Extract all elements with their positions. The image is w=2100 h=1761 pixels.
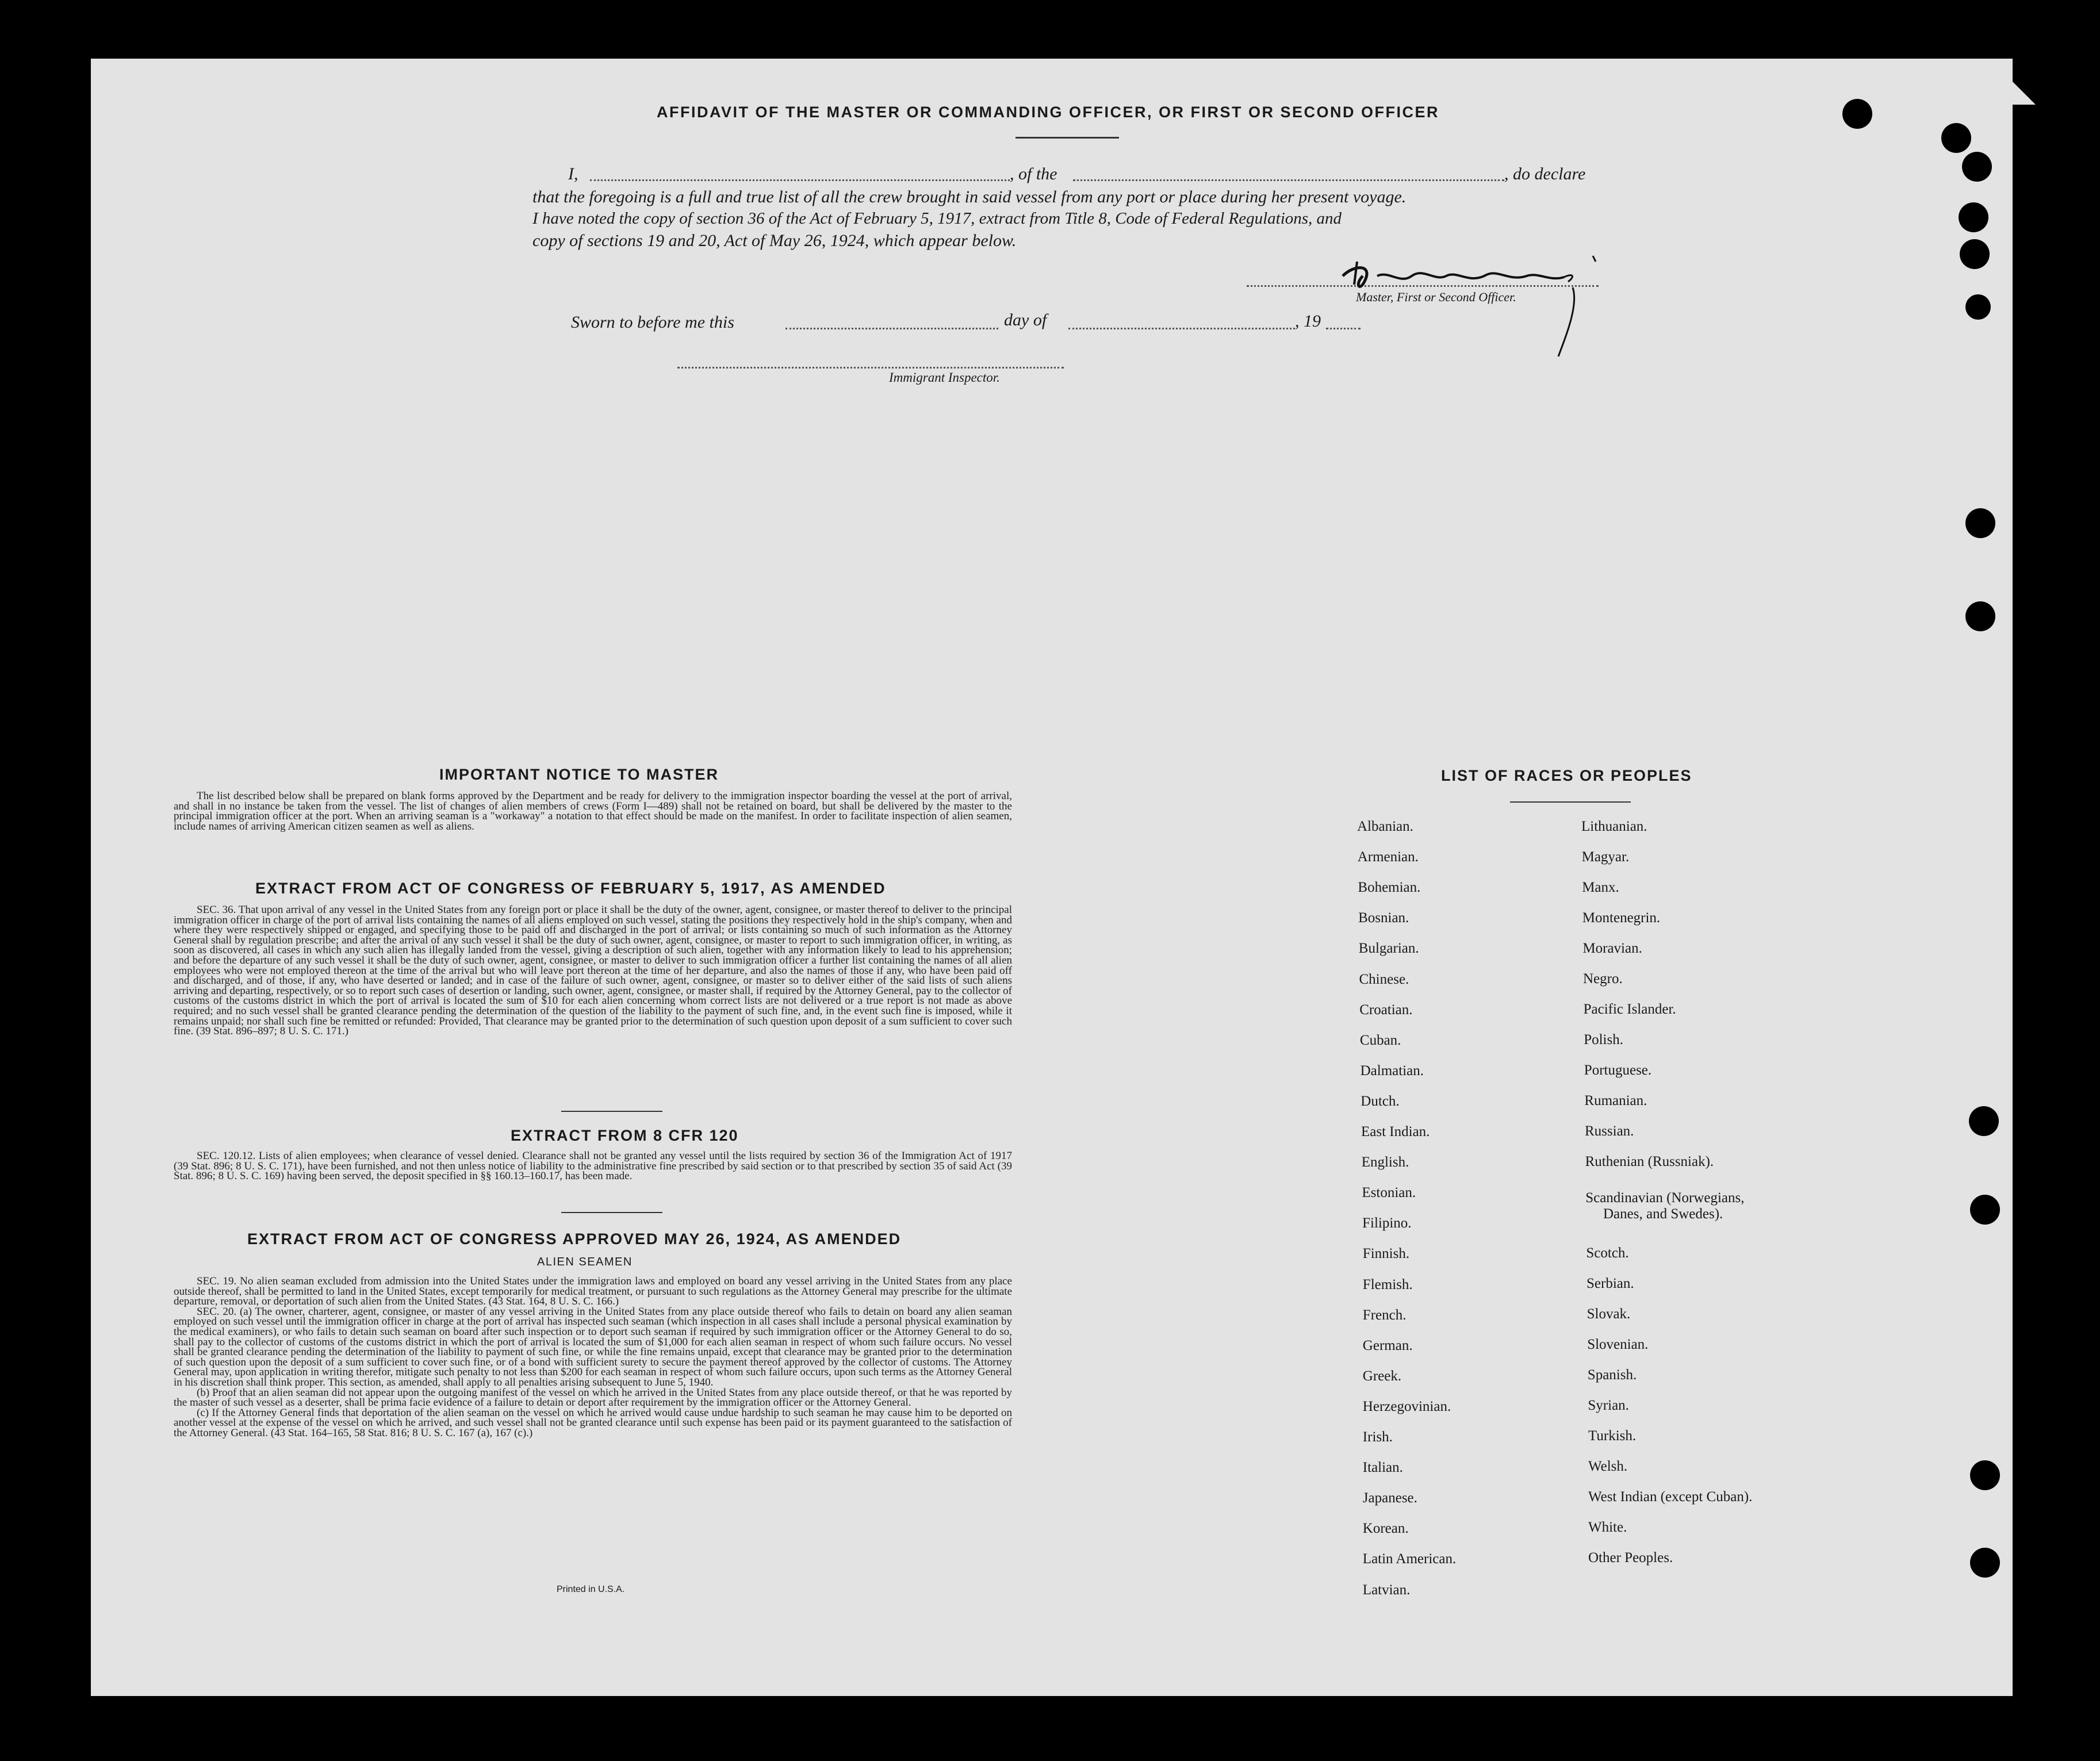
race-item: Negro.: [1583, 971, 1623, 987]
extract-cfr-title: EXTRACT FROM 8 CFR 120: [511, 1127, 739, 1144]
extract-1924-text: [174, 1276, 1012, 1438]
race-item: Irish.: [1362, 1429, 1393, 1445]
race-item: Herzegovinian.: [1362, 1398, 1451, 1414]
race-item: Russian.: [1585, 1123, 1634, 1139]
race-item: Welsh.: [1588, 1459, 1628, 1474]
notice-text: [174, 791, 1012, 831]
punch-hole: [1965, 508, 1995, 538]
master-name-field[interactable]: [590, 179, 1010, 181]
punch-hole: [1970, 1195, 2000, 1225]
punch-hole: [1965, 601, 1995, 631]
race-item: East Indian.: [1361, 1124, 1430, 1140]
race-item: Finnish.: [1362, 1246, 1410, 1262]
page-corner: [1990, 59, 2036, 105]
race-item: Korean.: [1362, 1521, 1409, 1537]
race-item: Chinese.: [1359, 971, 1409, 987]
race-item: Polish.: [1584, 1032, 1623, 1048]
extract-1924-title: EXTRACT FROM ACT OF CONGRESS APPROVED MAY 26, 1924, AS AMENDED: [247, 1230, 902, 1248]
race-item: Serbian.: [1587, 1276, 1634, 1291]
race-item: Estonian.: [1362, 1185, 1416, 1201]
race-item: Bohemian.: [1358, 880, 1421, 896]
affidavit-line4: copy of sections 19 and 20, Act of May 26, 1924, which appear below.: [532, 231, 1017, 250]
punch-hole: [1969, 1106, 1999, 1136]
race-item: Dutch.: [1361, 1093, 1400, 1109]
affidavit-title: AFFIDAVIT OF THE MASTER OR COMMANDING OFFICER, OR FIRST OR SECOND OFFICER: [657, 103, 1439, 121]
race-item: Syrian.: [1588, 1398, 1629, 1413]
sworn-month-field[interactable]: [1068, 328, 1295, 329]
race-item: Magyar.: [1581, 849, 1630, 865]
punch-hole: [1962, 152, 1992, 182]
race-item: Greek.: [1362, 1368, 1402, 1384]
divider: [561, 1111, 662, 1112]
race-item: Pacific Islander.: [1583, 1002, 1676, 1017]
sworn-text: Sworn to before me this: [571, 313, 734, 332]
race-item: Armenian.: [1357, 849, 1419, 865]
race-item: Rumanian.: [1584, 1093, 1647, 1108]
race-item: Spanish.: [1587, 1367, 1637, 1383]
race-item: Japanese.: [1362, 1490, 1417, 1506]
race-item: Scotch.: [1586, 1245, 1629, 1261]
race-item: Latvian.: [1362, 1582, 1411, 1598]
signature-caption: Master, First or Second Officer.: [1356, 290, 1516, 304]
race-item: Dalmatian.: [1360, 1062, 1424, 1079]
punch-hole: [1960, 239, 1990, 269]
section-20a-paragraph: SEC. 20. (a) The owner, charterer, agent, consignee, or master of any vessel arriving in the United States from any place outside thereof who fails to detain on board any alien seaman employed on such vessel until the immigration officer in charge at the port of arrival has inspected such seaman (which inspection in all cases shall include a personal physical examination by the medical examiners), or who fails to detain such seaman on board after such inspection or to deport such seaman if required by such immigration officer or the Attorney General to do so, shall pay to the collector of customs of the customs district in which the port of arrival is located the sum of $1,000 for each alien seaman in respect of whom such failure occurs. No vessel shall be granted clearance pending the determination of the liability to payment of such fine, or while the fine remains unpaid, except that clearance may be granted prior to the determination of such question upon the deposit of a sum sufficient to cover such fine, or of a bond with sufficient surety to secure the payment thereof approved by the collector of customs. The Attorney General may, upon application in writing therefor, mitigate such penalty to not less than $200 for each seaman in respect of whom such failure occurs, upon such terms as the Attorney General in his discretion shall think proper. This section, as amended, shall apply to all penalties arising subsequent to June 5, 1940.: [174, 1305, 1012, 1388]
inspector-signature-field[interactable]: [677, 367, 1064, 369]
document-page: [91, 59, 2013, 1696]
notice-title: IMPORTANT NOTICE TO MASTER: [439, 766, 719, 783]
race-item: French.: [1362, 1307, 1407, 1323]
affidavit-line1-of: , of the: [1010, 164, 1057, 183]
punch-hole: [1970, 1460, 2000, 1490]
race-item: Moravian.: [1582, 941, 1642, 956]
affidavit-line3: I have noted the copy of section 36 of the Act of February 5, 1917, extract from Title 8, Code of Federal Regulations, and: [532, 209, 1342, 228]
punch-hole: [1965, 294, 1991, 320]
race-item: Lithuanian.: [1581, 819, 1647, 834]
divider: [561, 1212, 662, 1213]
section-36-paragraph: SEC. 36. That upon arrival of any vessel in the United States from any foreign port or place it shall be the duty of the owner, agent, consignee, or master thereof to deliver to the principal immigration officer in charge of the port of arrival lists containing the names of all aliens employed on such vessel, stating the positions they respectively hold in the ship's company, when and where they were respectively shipped or engaged, and specifying those to be paid off and discharged in the port of arrival; or lists containing so much of such information as the Attorney General shall by regulation prescribe; and after the arrival of any such vessel it shall be the duty of such owner, agent, consignee, or master to report to such immigration officer, in writing, as soon as discovered, all cases in which any such alien has illegally landed from the vessel, giving a description of such alien, together with any information likely to lead to his apprehension; and before the departure of any such vessel it shall be the duty of such owner, agent, consignee, or master to deliver to such immigration officer a further list containing the names of all alien employees who were not employed thereon at the time of the arrival but who will leave port thereon at the time of her departure, and also the names of those if any, who have been paid off and discharged, and of those, if any, who have deserted or landed; and in case of the failure of such owner, agent, consignee, or master so to deliver either of the said lists of such aliens arriving and departing, respectively, or so to report such cases of desertion or landing, such owner, agent, consignee, or master shall, if required by the Attorney General, pay to the collector of customs of the customs district in which the port of arrival is located the sum of $10 for each alien concerning whom correct lists are not delivered or a true report is not made as above required; and no such vessel shall be granted clearance pending the determination of the question of the liability to the payment of such fine, and, in the event such fine is imposed, while it remains unpaid; nor shall such fine be remitted or refunded: Provided, That clearance may be granted prior to the determination of such question upon deposit of a sum sufficient to cover such fine. (39 Stat. 896–897; 8 U. S. C. 171.): [174, 904, 1012, 1038]
race-item: Portuguese.: [1584, 1062, 1652, 1078]
affidavit-line1-i: I,: [568, 164, 578, 183]
race-item: Albanian.: [1357, 819, 1413, 834]
punch-hole: [1842, 99, 1872, 129]
race-item: Latin American.: [1362, 1551, 1457, 1567]
affidavit-line1-declare: , do declare: [1504, 164, 1586, 183]
punch-hole: [1959, 202, 1988, 232]
section-20b-paragraph: (b) Proof that an alien seaman did not appear upon the outgoing manifest of the vessel on which he arrived in the United States from any place outside thereof, or that he was reported by the master of such vessel as a deserter, shall be prima facie evidence of a failure to detain or deport after requirement by the immigration officer or the Attorney General.: [174, 1386, 1012, 1409]
race-item: Montenegrin.: [1582, 910, 1661, 926]
signature-mark: [1331, 253, 1607, 362]
race-item: Turkish.: [1588, 1428, 1637, 1444]
divider: [1015, 137, 1119, 139]
races-title: LIST OF RACES OR PEOPLES: [1441, 767, 1692, 784]
race-item: German.: [1362, 1337, 1413, 1353]
race-item: Filipino.: [1362, 1215, 1412, 1231]
race-item: West Indian (except Cuban).: [1588, 1489, 1753, 1505]
race-item: English.: [1361, 1154, 1409, 1171]
extract-1917-title: EXTRACT FROM ACT OF CONGRESS OF FEBRUARY 5, 1917, AS AMENDED: [255, 880, 886, 897]
alien-seamen-subtitle: ALIEN SEAMEN: [537, 1256, 633, 1268]
race-item: White.: [1588, 1520, 1627, 1535]
extract-1917-text: [174, 905, 1012, 1037]
vessel-name-field[interactable]: [1073, 179, 1504, 181]
race-item: Slovak.: [1587, 1306, 1631, 1322]
race-item: Danes, and Swedes).: [1603, 1206, 1723, 1222]
race-item: Manx.: [1582, 880, 1619, 895]
race-item: Italian.: [1362, 1460, 1403, 1476]
section-19-paragraph: SEC. 19. No alien seaman excluded from admission into the United States under the immigration laws and employed on board any vessel arriving in the United States from any place outside thereof, shall be permitted to land in the United States, except temporarily for medical treatment, or pursuant to such regulations as the Attorney General may prescribe for the ultimate departure, removal, or deportation of such alien from the United States. (43 Stat. 164, 8 U. S. C. 166.): [174, 1275, 1012, 1308]
sworn-year-field[interactable]: [1326, 328, 1361, 329]
race-item: Cuban.: [1359, 1032, 1401, 1048]
race-item: Croatian.: [1359, 1002, 1413, 1018]
affidavit-line2: that the foregoing is a full and true list of all the crew brought in said vessel from any port or place during her present voyage.: [532, 187, 1407, 206]
punch-hole: [1970, 1548, 2000, 1578]
race-item: Flemish.: [1362, 1276, 1413, 1292]
inspector-caption: Immigrant Inspector.: [889, 370, 1000, 385]
extract-cfr-text: [174, 1151, 1012, 1181]
day-of-text: day of: [1004, 310, 1047, 329]
punch-hole: [1941, 123, 1971, 153]
race-item: Ruthenian (Russniak).: [1585, 1154, 1714, 1169]
section-120-paragraph: SEC. 120.12. Lists of alien employees; when clearance of vessel denied. Clearance shall not be granted any vessel until the lists required by section 36 of the Immigration Act of 1917 (39 Stat. 896; 8 U. S. C. 171), have been furnished, and not then unless notice of liability to the administrative fine prescribed by said section or to that prescribed by section 35 of said Act (39 Stat. 896; 8 U. S. C. 169) having been served, the deposit specified in §§ 160.13–160.17, has been made.: [174, 1150, 1012, 1183]
race-item: Other Peoples.: [1588, 1550, 1673, 1566]
race-item: Scandinavian (Norwegians,: [1585, 1190, 1745, 1206]
year-text: , 19: [1295, 312, 1321, 331]
notice-paragraph: The list described below shall be prepared on blank forms approved by the Department and be ready for delivery to the immigration inspector boarding the vessel at the port of arrival, and shall in no instance be taken from the vessel. The list of changes of alien members of crews (Form I—489) shall not be retained on board, but shall be delivered by the master to the principal immigration officer at the port. When an arriving seaman is a "workaway" a notation to that effect should be made on the manifest. In order to facilitate inspection of alien seamen, include names of arriving American citizen seamen as well as aliens.: [174, 790, 1012, 832]
divider: [1510, 801, 1631, 803]
race-item: Bosnian.: [1358, 910, 1409, 926]
race-item: Slovenian.: [1587, 1337, 1649, 1352]
section-20c-paragraph: (c) If the Attorney General finds that deportation of the alien seaman on the vessel on which he arrived would cause undue hardship to such seaman he may cause him to be deported on another vessel at the expense of the vessel on which he arrived, and such vessel shall not be granted clearance until such expense has been paid or its payment guaranteed to the satisfaction of the Attorney General. (43 Stat. 164–165, 58 Stat. 816; 8 U. S. C. 167 (a), 167 (c).): [174, 1406, 1012, 1439]
race-item: Bulgarian.: [1358, 941, 1419, 957]
printed-in-usa: Printed in U.S.A.: [557, 1584, 625, 1594]
sworn-day-field[interactable]: [785, 328, 998, 329]
